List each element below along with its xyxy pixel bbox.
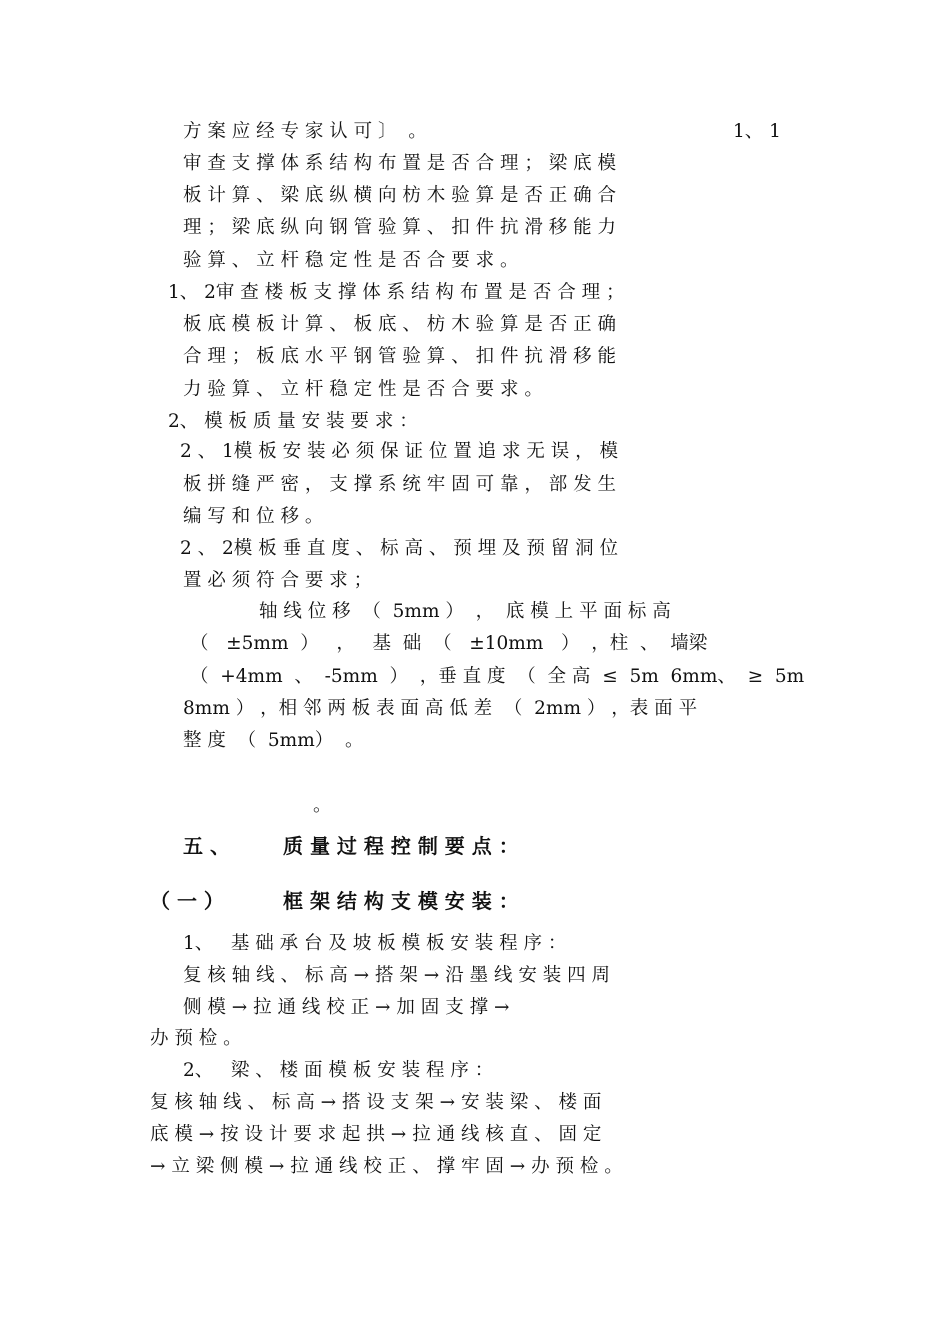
text-line: 1、 2审 查 楼 板 支 撑 体 系 结 构 布 置 是 否 合 理 ； [168,282,625,303]
section-heading: （ 一 ） [150,889,224,913]
text-line: 力 验 算 、 立 杆 稳 定 性 是 否 合 要 求 。 [183,379,543,400]
text-line: 2 、 2模 板 垂 直 度 、 标 高 、 预 埋 及 预 留 洞 位 [180,538,619,559]
text-line: 审 查 支 撑 体 系 结 构 布 置 是 否 合 理 ； 梁 底 模 [183,153,616,174]
text-line: 整 度 （ 5mm） 。 [183,730,364,751]
text-line: 侧 模 → 拉 通 线 校 正 → 加 固 支 撑 → [183,997,510,1018]
text-line: 编 写 和 位 移 。 [183,506,324,527]
text-line: 置 必 须 符 合 要 求 ； [183,570,373,591]
text-line: 复 核 轴 线 、 标 高 → 搭 架 → 沿 墨 线 安 装 四 周 [183,965,610,986]
text-line: 2、 梁 、 楼 面 模 板 安 装 程 序 ： [183,1060,494,1081]
text-line: 1、 1 [733,121,781,142]
text-line: 理 ； 梁 底 纵 向 钢 管 验 算 、 扣 件 抗 滑 移 能 力 [183,217,616,238]
section-heading: 五 、 [183,834,230,858]
text-line: → 立 梁 侧 模 → 拉 通 线 校 正 、 撑 牢 固 → 办 预 检 。 [150,1156,623,1177]
text-line: 验 算 、 立 杆 稳 定 性 是 否 合 要 求 。 [183,250,519,271]
text-line: 办 预 检 。 [150,1028,242,1049]
text-line: 轴 线 位 移 （ 5mm ） ， 底 模 上 平 面 标 高 [259,601,671,622]
text-line: 8mm ） ，相 邻 两 板 表 面 高 低 差 （ 2mm ） ，表 面 平 [183,698,698,719]
text-line: 板 拼 缝 严 密 ， 支 撑 系 统 牢 固 可 靠 ， 部 发 生 [183,474,616,495]
text-line: 板 计 算 、 梁 底 纵 横 向 枋 木 验 算 是 否 正 确 合 [183,185,616,206]
text-line: 底 模 → 按 设 计 要 求 起 拱 → 拉 通 线 核 直 、 固 定 [150,1124,602,1145]
text-line: （ ±5mm ） ， 基 础 （ ±10mm ） ，柱 、 墙梁 [190,633,708,654]
text-line: 板 底 模 板 计 算 、 板 底 、 枋 木 验 算 是 否 正 确 [183,314,616,335]
text-line: 合 理 ； 板 底 水 平 钢 管 验 算 、 扣 件 抗 滑 移 能 [183,346,616,367]
text-line: 1、 基 础 承 台 及 坡 板 模 板 安 装 程 序 ： [183,933,567,954]
text-line: 。 [313,795,332,816]
text-line: 2、 模 板 质 量 安 装 要 求 ： [168,411,418,432]
text-line: 2 、 1模 板 安 装 必 须 保 证 位 置 追 求 无 误 ， 模 [180,441,619,462]
text-line: 复 核 轴 线 、 标 高 → 搭 设 支 架 → 安 装 梁 、 楼 面 [150,1092,602,1113]
section-heading: 质 量 过 程 控 制 要 点 ： [283,834,519,858]
text-line: 方 案 应 经 专 家 认 可 〕 。 [183,121,427,142]
section-heading: 框 架 结 构 支 模 安 装 ： [283,889,519,913]
text-line: （ +4mm 、 -5mm ） ，垂 直 度 （ 全 高 ≤ 5m 6mm、 ≥ 5m [190,666,805,687]
